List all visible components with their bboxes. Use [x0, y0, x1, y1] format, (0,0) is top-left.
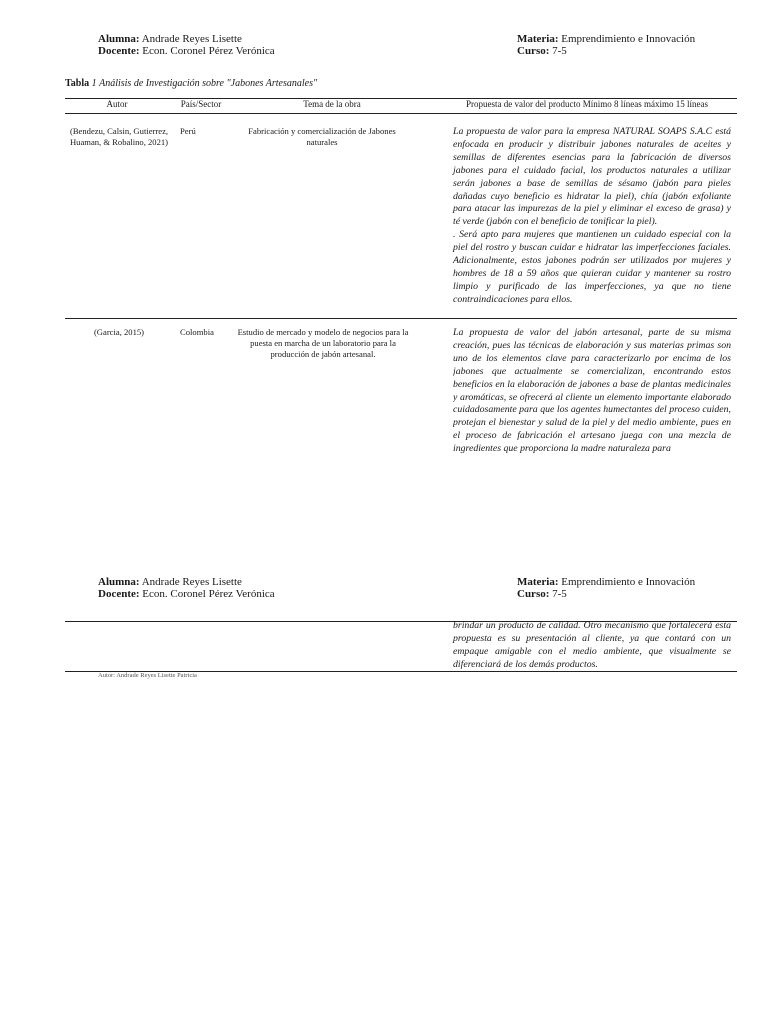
course-line-p2 — [517, 588, 567, 601]
header-country: País/Sector — [180, 99, 222, 109]
course-label-p2: Curso: — [517, 588, 550, 600]
teacher-name-p2: Econ. Coronel Pérez Verónica — [142, 588, 275, 600]
student-name: Andrade Reyes Lisette — [141, 33, 242, 45]
teacher-label: Docente: — [98, 45, 140, 57]
course-label: Curso: — [517, 45, 550, 57]
row2-proposal: La propuesta de valor del jabón artesanal, parte de su misma creación, pues las técnicas de elaboración y sus materias primas son uno de los elementos clave para caracterizarlo por encima de los jabones que actualmente se comercializan, encontrando estos beneficios en la elaboración de jabones a base de plantas medicinales y aromáticas, se ofrecerá al cliente un elemento importante elaborado cuidadosamente para que los agentes humectantes del proceso cuiden, protejan el bienestar y salud de la piel y del medio ambiente, pues en el proceso de fabricación el artesano juega con una mezcla de ingredientes que proporciona la madre naturaleza para — [453, 327, 731, 455]
student-label-p2: Alumna: — [98, 576, 140, 588]
student-name-p2: Andrade Reyes Lisette — [141, 576, 242, 588]
row1-author: (Bendezu, Calsin, Gutierrez, Huaman, & Robalino, 2021) — [69, 126, 169, 147]
row1-topic: Fabricación y comercialización de Jabones naturales — [248, 126, 396, 147]
row2-author: (Garcia, 2015) — [93, 327, 145, 337]
continuation-proposal: brindar un producto de calidad. Otro mecanismo que fortalecerá esta propuesta es su presentación al cliente, ya que contará con un empaque amigable con el medio ambiente, que visualmente se diferenciará de los demás productos. — [453, 620, 731, 670]
subject-name-p2: Emprendimiento e Innovación — [561, 576, 696, 588]
teacher-label-p2: Docente: — [98, 588, 140, 600]
subject-label: Materia: — [517, 33, 559, 45]
table-caption — [65, 78, 317, 89]
course-name-p2: 7-5 — [552, 588, 567, 600]
caption-title: Análisis de Investigación sobre "Jabones Artesanales" — [99, 78, 318, 89]
teacher-line — [98, 45, 275, 58]
subject-name: Emprendimiento e Innovación — [561, 33, 696, 45]
row1-proposal — [453, 126, 731, 307]
row-divider — [65, 318, 737, 319]
author-footer: Autor: Andrade Reyes Lisette Patricia — [98, 672, 197, 679]
header-proposal: Propuesta de valor del producto Mínimo 8 líneas máximo 15 líneas — [466, 99, 708, 109]
header-author: Autor — [106, 99, 128, 109]
student-label: Alumna: — [98, 33, 140, 45]
teacher-name: Econ. Coronel Pérez Verónica — [142, 45, 275, 57]
subject-label-p2: Materia: — [517, 576, 559, 588]
caption-label: Tabla — [65, 78, 90, 89]
header-topic: Tema de la obra — [303, 99, 361, 109]
row2-country: Colombia — [180, 327, 214, 337]
caption-number: 1 — [91, 78, 97, 89]
teacher-line-p2 — [98, 588, 275, 601]
row1-proposal-para1: La propuesta de valor para la empresa NATURAL SOAPS S.A.C está enfocada en producir y distribuir jabones naturales de aceites y semillas de diferentes esencias para la fabricación de diversos jabones para el cuidado facial, los productos naturales a utilizar serán jabones a base de semillas de sésamo (jabón para pieles dañadas cuyo beneficio es hidratar la piel), chía (jabón exfoliante para atacar las impurezas de la piel y eliminar el exceso de grasa) y té verde (jabón con el beneficio de tonificar la piel). — [453, 126, 731, 228]
row1-proposal-para2: . Será apto para mujeres que mantienen un cuidado especial con la piel del rostro y buscan cuidar e hidratar las imperfecciones faciales. Adicionalmente, estos jabones podrán ser utilizados por mujeres y hombres de 18 a 59 años que quieran cuidar y mantener su rostro limpio y purificado de las imperfecciones, ya que no tiene contraindicaciones para ellos. — [453, 229, 731, 305]
course-name: 7-5 — [552, 45, 567, 57]
course-line — [517, 45, 567, 58]
table-header-rule — [65, 113, 737, 114]
row2-topic: Estudio de mercado y modelo de negocios para la puesta en marcha de un laboratorio para la producción de jabón artesanal. — [237, 327, 409, 359]
row1-country: Perú — [180, 126, 196, 136]
